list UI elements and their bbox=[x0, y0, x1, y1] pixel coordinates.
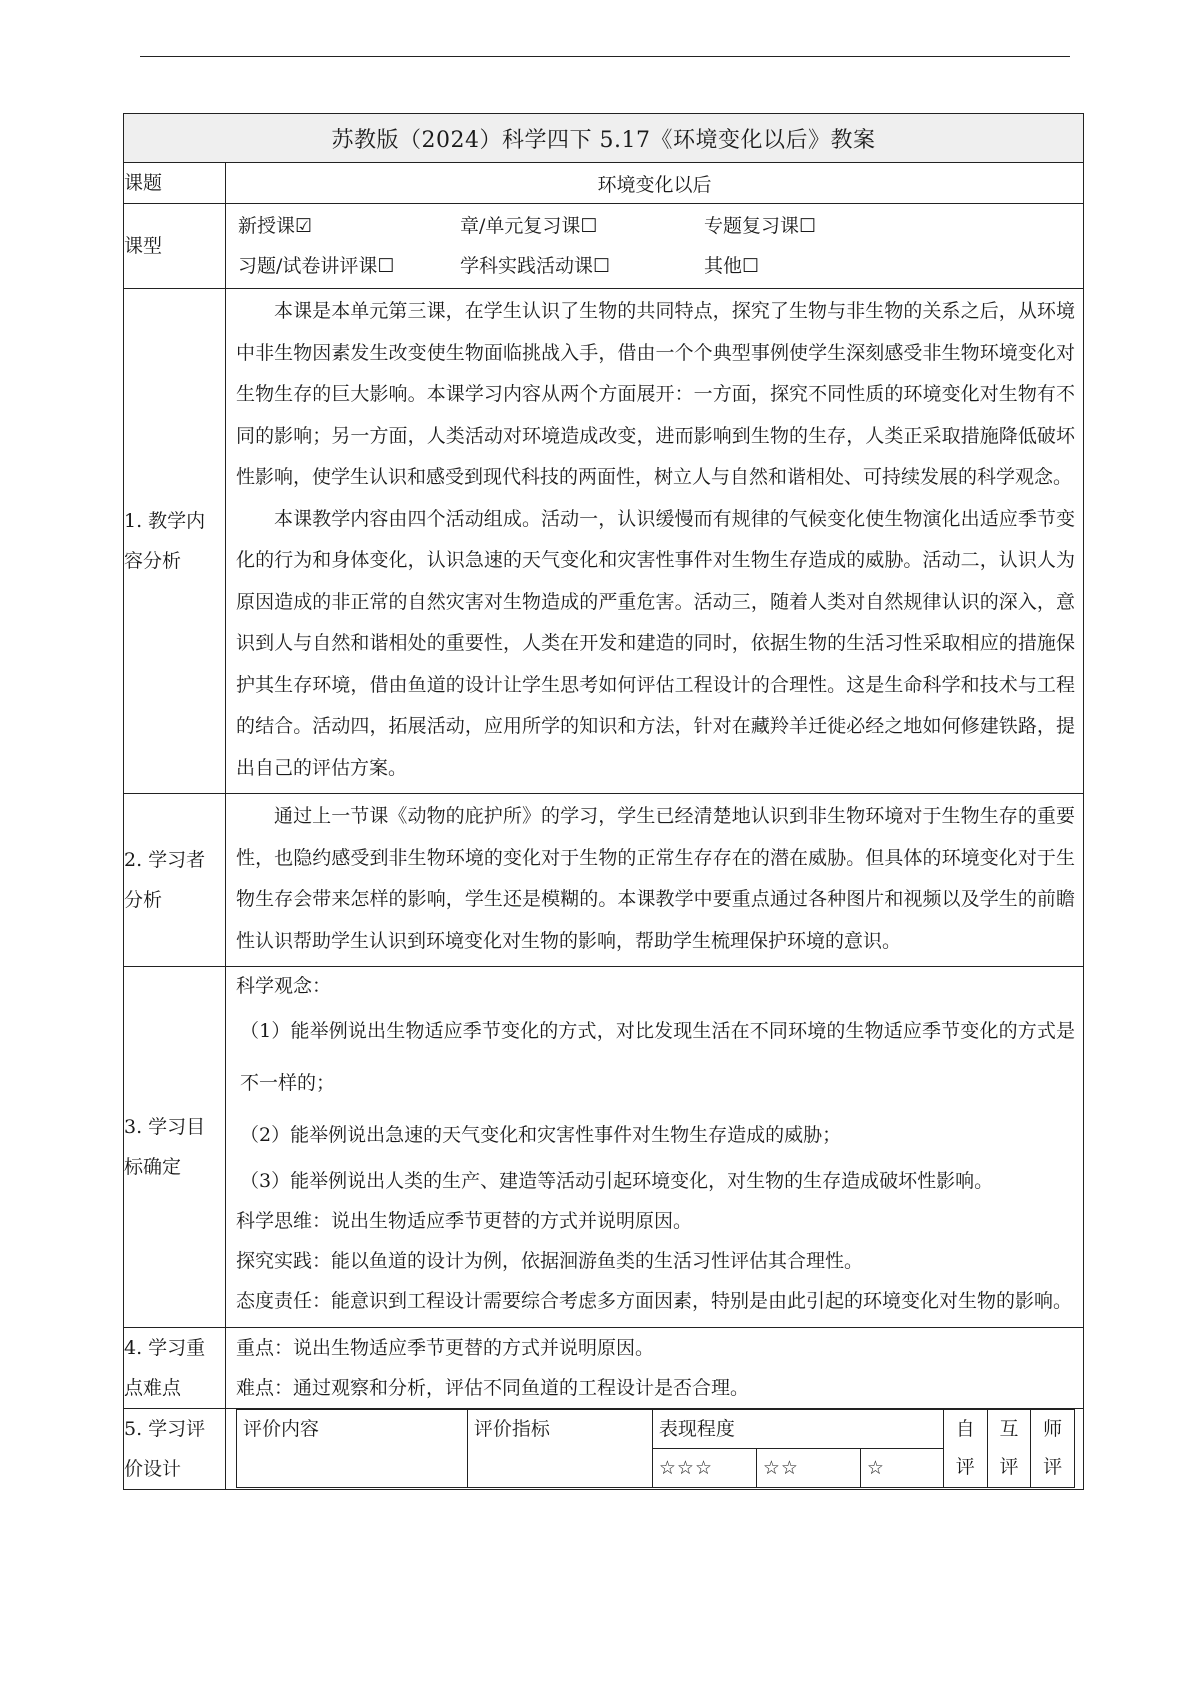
goal-item: （1）能举例说出生物适应季节变化的方式，对比发现生活在不同环境的生物适应季节变化的方式是不一样的； bbox=[240, 1020, 1075, 1094]
lesson-type-option[interactable]: 新授课☑ bbox=[238, 215, 313, 237]
content-analysis-label: 1. 教学内 容分析 bbox=[124, 289, 226, 794]
key-point-focus: 重点：说出生物适应季节更替的方式并说明原因。 bbox=[236, 1337, 655, 1359]
key-points-label: 4. 学习重 点难点 bbox=[124, 1328, 226, 1409]
lesson-type-option[interactable]: 专题复习课☐ bbox=[704, 215, 817, 237]
level-three-stars: ☆☆☆ bbox=[652, 1449, 756, 1488]
evaluation-indicator-header: 评价指标 bbox=[467, 1410, 652, 1488]
checkbox-icon: ☐ bbox=[593, 255, 611, 277]
lesson-type-option[interactable]: 习题/试卷讲评课☐ bbox=[238, 255, 395, 277]
content-analysis-paragraph: 本课是本单元第三课，在学生认识了生物的共同特点，探究了生物与非生物的关系之后，从环境中非生物因素发生改变使生物面临挑战入手，借由一个个典型事例使学生深刻感受非生物环境变化对生物生存的巨大影响。本课学习内容从两个方面展开：一方面，探究不同性质的环境变化对生物有不同的影响；另一方面，人类活动对环境造成改变，进而影响到生物的生存，人类正采取措施降低破坏性影响，使学生认识和感受到现代科技的两面性，树立人与自然和谐相处、可持续发展的科学观念。 bbox=[236, 300, 1075, 488]
goals-label: 3. 学习目 标确定 bbox=[124, 967, 226, 1328]
learner-analysis-paragraph: 通过上一节课《动物的庇护所》的学习，学生已经清楚地认识到非生物环境对于生物生存的重要性，也隐约感受到非生物环境的变化对于生物的正常生存存在的潜在威胁。但具体的环境变化对于生物生存会带来怎样的影响，学生还是模糊的。本课教学中要重点通过各种图片和视频以及学生的前瞻性认识帮助学生认识到环境变化对生物的影响，帮助学生梳理保护环境的意识。 bbox=[236, 805, 1075, 952]
lesson-type-option[interactable]: 其他☐ bbox=[704, 255, 760, 277]
lesson-type-option[interactable]: 章/单元复习课☐ bbox=[460, 215, 598, 237]
lesson-type-label: 课型 bbox=[124, 204, 226, 289]
checkbox-icon: ☐ bbox=[799, 215, 817, 237]
lesson-type-options bbox=[226, 204, 1083, 288]
goal-practice: 探究实践：能以鱼道的设计为例，依据洄游鱼类的生活习性评估其合理性。 bbox=[236, 1250, 864, 1272]
header-rule bbox=[140, 56, 1070, 57]
peer-evaluation-header: 互 评 bbox=[987, 1410, 1031, 1488]
document-title: 苏教版（2024）科学四下 5.17《环境变化以后》教案 bbox=[124, 114, 1084, 163]
teacher-evaluation-header: 师 评 bbox=[1031, 1410, 1075, 1488]
goals-heading: 科学观念： bbox=[236, 975, 332, 997]
evaluation-performance-header: 表现程度 bbox=[652, 1410, 943, 1449]
lesson-plan-table bbox=[123, 113, 1084, 1490]
evaluation-label: 5. 学习评 价设计 bbox=[124, 1409, 226, 1490]
lesson-type-cell bbox=[226, 204, 1084, 289]
evaluation-table bbox=[236, 1409, 1075, 1488]
checkbox-icon: ☐ bbox=[742, 255, 760, 277]
learner-analysis-label: 2. 学习者 分析 bbox=[124, 794, 226, 967]
level-two-stars: ☆☆ bbox=[756, 1449, 860, 1488]
goal-attitude: 态度责任：能意识到工程设计需要综合考虑多方面因素，特别是由此引起的环境变化对生物的影响。 bbox=[236, 1290, 1073, 1312]
goals-cell bbox=[226, 967, 1084, 1328]
evaluation-content-header: 评价内容 bbox=[237, 1410, 468, 1488]
content-analysis-paragraph: 本课教学内容由四个活动组成。活动一，认识缓慢而有规律的气候变化使生物演化出适应季节变化的行为和身体变化，认识急速的天气变化和灾害性事件对生物生存造成的威胁。活动二，认识人为原因造成的非正常的自然灾害对生物造成的严重危害。活动三，随着人类对自然规律认识的深入，意识到人与自然和谐相处的重要性，人类在开发和建造的同时，依据生物的生活习性采取相应的措施保护其生存环境，借由鱼道的设计让学生思考如何评估工程设计的合理性。这是生命科学和技术与工程的结合。活动四，拓展活动，应用所学的知识和方法，针对在藏羚羊迁徙必经之地如何修建铁路，提出自己的评估方案。 bbox=[236, 507, 1075, 779]
goal-item: （2）能举例说出急速的天气变化和灾害性事件对生物生存造成的威胁； bbox=[240, 1124, 842, 1146]
evaluation-cell bbox=[226, 1409, 1084, 1490]
level-one-star: ☆ bbox=[860, 1449, 943, 1488]
checkbox-icon: ☐ bbox=[580, 215, 598, 237]
learner-analysis-cell bbox=[226, 794, 1084, 967]
goal-item: （3）能举例说出人类的生产、建造等活动引起环境变化，对生物的生存造成破坏性影响。 bbox=[240, 1170, 994, 1192]
lesson-type-option[interactable]: 学科实践活动课☐ bbox=[460, 255, 611, 277]
key-point-difficulty: 难点：通过观察和分析，评估不同鱼道的工程设计是否合理。 bbox=[236, 1377, 750, 1399]
checkbox-icon: ☐ bbox=[377, 255, 395, 277]
key-points-cell bbox=[226, 1328, 1084, 1409]
topic-value: 环境变化以后 bbox=[226, 163, 1084, 204]
content-analysis-cell bbox=[226, 289, 1084, 794]
self-evaluation-header: 自 评 bbox=[943, 1410, 987, 1488]
topic-label: 课题 bbox=[124, 163, 226, 204]
checked-box-icon: ☑ bbox=[295, 215, 313, 237]
goal-thinking: 科学思维：说出生物适应季节更替的方式并说明原因。 bbox=[236, 1210, 693, 1232]
